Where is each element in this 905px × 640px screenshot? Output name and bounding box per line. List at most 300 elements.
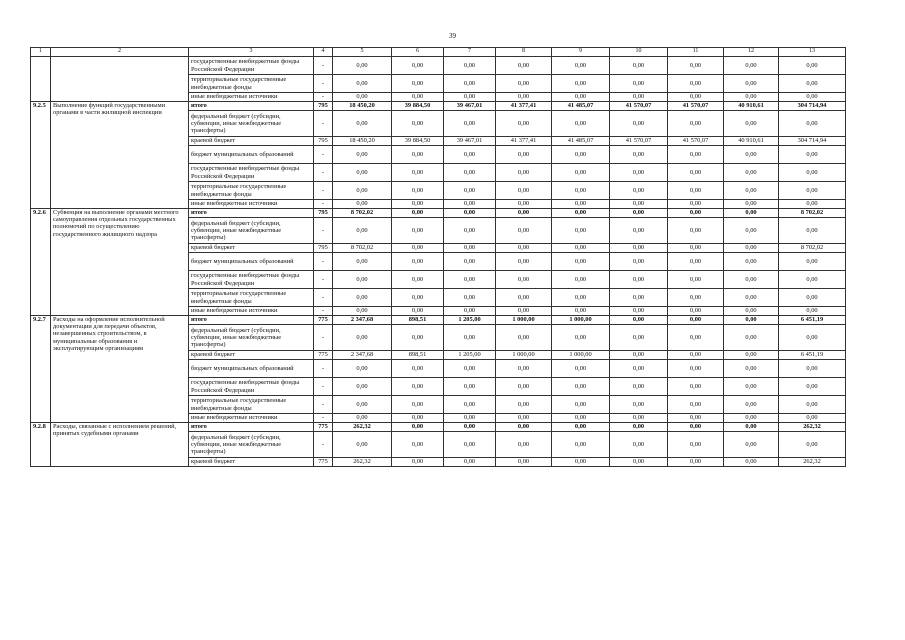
value-cell: 0,00 — [496, 93, 552, 102]
budget-code: - — [314, 164, 333, 182]
value-cell: 0,00 — [668, 75, 724, 93]
value-cell: 0,00 — [610, 209, 668, 218]
value-cell: 0,00 — [392, 75, 444, 93]
value-cell: 0,00 — [779, 253, 846, 271]
value-cell: 0,00 — [724, 423, 779, 432]
value-cell: 0,00 — [392, 423, 444, 432]
item-name: Расходы, связанные с исполнением решений, принятых судебными органами — [51, 423, 189, 467]
column-number-8: 8 — [496, 48, 552, 57]
value-cell: 304 714,94 — [779, 102, 846, 111]
value-cell: 0,00 — [496, 360, 552, 378]
funding-source: бюджет муниципальных образований — [189, 360, 314, 378]
value-cell: 0,00 — [496, 75, 552, 93]
value-cell: 0,00 — [333, 146, 392, 164]
value-cell: 8 702,02 — [333, 244, 392, 253]
funding-source: государственные внебюджетные фонды Российской Федерации — [189, 271, 314, 289]
value-cell: 8 702,02 — [779, 209, 846, 218]
funding-source: краевой бюджет — [189, 137, 314, 146]
item-name: Расходы на оформление исполнительной документации для передачи объектов, незавершенных строительством, в муниципальные образования и эксплуатирующим организациям — [51, 316, 189, 423]
value-cell: 8 702,02 — [779, 244, 846, 253]
value-cell: 1 205,00 — [444, 351, 496, 360]
value-cell: 0,00 — [552, 360, 610, 378]
value-cell: 39 467,01 — [444, 137, 496, 146]
value-cell: 0,00 — [724, 289, 779, 307]
value-cell: 0,00 — [668, 244, 724, 253]
funding-source: территориальные государственные внебюджетные фонды — [189, 75, 314, 93]
table-body — [31, 48, 846, 467]
budget-code: - — [314, 307, 333, 316]
value-cell: 0,00 — [724, 378, 779, 396]
value-cell: 0,00 — [444, 182, 496, 200]
column-number-10: 10 — [610, 48, 668, 57]
value-cell: 0,00 — [779, 218, 846, 244]
value-cell: 0,00 — [724, 253, 779, 271]
value-cell: 0,00 — [444, 244, 496, 253]
budget-code: - — [314, 93, 333, 102]
budget-code: - — [314, 218, 333, 244]
value-cell: 2 347,68 — [333, 316, 392, 325]
value-cell: 0,00 — [552, 423, 610, 432]
value-cell: 0,00 — [610, 57, 668, 75]
value-cell: 0,00 — [779, 182, 846, 200]
value-cell: 0,00 — [333, 396, 392, 414]
value-cell: 0,00 — [552, 111, 610, 137]
value-cell: 0,00 — [392, 57, 444, 75]
value-cell: 0,00 — [610, 307, 668, 316]
value-cell: 0,00 — [333, 271, 392, 289]
item-number: 9.2.5 — [31, 102, 51, 209]
funding-source: бюджет муниципальных образований — [189, 146, 314, 164]
value-cell: 0,00 — [333, 57, 392, 75]
value-cell: 40 910,61 — [724, 137, 779, 146]
value-cell: 0,00 — [496, 378, 552, 396]
value-cell: 0,00 — [496, 218, 552, 244]
value-cell: 0,00 — [444, 423, 496, 432]
value-cell: 0,00 — [610, 378, 668, 396]
value-cell: 262,32 — [779, 458, 846, 467]
value-cell: 0,00 — [610, 316, 668, 325]
budget-code: 775 — [314, 423, 333, 432]
value-cell: 0,00 — [444, 414, 496, 423]
value-cell: 0,00 — [668, 351, 724, 360]
value-cell: 0,00 — [724, 271, 779, 289]
value-cell: 0,00 — [444, 325, 496, 351]
value-cell: 0,00 — [552, 209, 610, 218]
value-cell: 0,00 — [496, 325, 552, 351]
value-cell: 0,00 — [496, 209, 552, 218]
value-cell: 0,00 — [552, 432, 610, 458]
value-cell: 0,00 — [496, 57, 552, 75]
value-cell: 0,00 — [392, 289, 444, 307]
value-cell: 1 000,00 — [552, 351, 610, 360]
value-cell: 0,00 — [444, 93, 496, 102]
value-cell: 0,00 — [392, 458, 444, 467]
item-name: Субвенция на выполнение органами местного самоуправления отдельных государственных полномочий по осуществлению государственного жилищного надзора — [51, 209, 189, 316]
value-cell: 0,00 — [444, 209, 496, 218]
value-cell: 0,00 — [779, 75, 846, 93]
value-cell: 0,00 — [668, 182, 724, 200]
value-cell: 0,00 — [392, 360, 444, 378]
value-cell: 0,00 — [610, 271, 668, 289]
value-cell: 0,00 — [552, 253, 610, 271]
value-cell: 0,00 — [392, 93, 444, 102]
value-cell: 0,00 — [496, 253, 552, 271]
value-cell: 0,00 — [496, 111, 552, 137]
funding-source: краевой бюджет — [189, 351, 314, 360]
funding-source: итого — [189, 102, 314, 111]
budget-code: - — [314, 432, 333, 458]
value-cell: 0,00 — [333, 182, 392, 200]
value-cell: 0,00 — [724, 360, 779, 378]
value-cell: 0,00 — [552, 414, 610, 423]
value-cell: 0,00 — [724, 57, 779, 75]
value-cell: 0,00 — [552, 271, 610, 289]
value-cell: 18 450,20 — [333, 102, 392, 111]
value-cell: 0,00 — [610, 325, 668, 351]
value-cell: 0,00 — [444, 307, 496, 316]
value-cell: 0,00 — [496, 432, 552, 458]
value-cell: 0,00 — [610, 146, 668, 164]
value-cell: 41 485,07 — [552, 137, 610, 146]
value-cell: 898,51 — [392, 351, 444, 360]
column-number-6: 6 — [392, 48, 444, 57]
value-cell: 0,00 — [779, 57, 846, 75]
table-row — [31, 102, 846, 111]
value-cell: 0,00 — [724, 351, 779, 360]
funding-source: федеральный бюджет (субсидии, субвенции, иные межбюджетные трансферты) — [189, 325, 314, 351]
column-number-5: 5 — [333, 48, 392, 57]
value-cell: 0,00 — [668, 289, 724, 307]
budget-code: - — [314, 111, 333, 137]
funding-source: территориальные государственные внебюджетные фонды — [189, 182, 314, 200]
value-cell: 0,00 — [444, 164, 496, 182]
value-cell: 1 000,00 — [496, 316, 552, 325]
value-cell: 0,00 — [444, 378, 496, 396]
value-cell: 0,00 — [610, 182, 668, 200]
funding-source: федеральный бюджет (субсидии, субвенции, иные межбюджетные трансферты) — [189, 432, 314, 458]
value-cell: 0,00 — [724, 458, 779, 467]
value-cell: 0,00 — [724, 182, 779, 200]
budget-code: 795 — [314, 244, 333, 253]
value-cell: 0,00 — [724, 75, 779, 93]
value-cell: 0,00 — [668, 316, 724, 325]
value-cell: 0,00 — [333, 218, 392, 244]
value-cell: 0,00 — [496, 289, 552, 307]
value-cell: 0,00 — [724, 432, 779, 458]
value-cell: 0,00 — [779, 360, 846, 378]
value-cell: 0,00 — [392, 396, 444, 414]
value-cell: 0,00 — [668, 164, 724, 182]
budget-code: - — [314, 253, 333, 271]
value-cell: 0,00 — [724, 209, 779, 218]
value-cell: 0,00 — [610, 351, 668, 360]
budget-code: 795 — [314, 102, 333, 111]
value-cell: 0,00 — [392, 111, 444, 137]
value-cell: 0,00 — [724, 325, 779, 351]
value-cell: 0,00 — [496, 396, 552, 414]
value-cell: 0,00 — [444, 458, 496, 467]
value-cell: 41 570,07 — [610, 102, 668, 111]
value-cell: 0,00 — [779, 164, 846, 182]
funding-source: территориальные государственные внебюджетные фонды — [189, 396, 314, 414]
value-cell: 0,00 — [444, 111, 496, 137]
column-number-1: 1 — [31, 48, 51, 57]
value-cell: 0,00 — [724, 200, 779, 209]
value-cell: 0,00 — [444, 271, 496, 289]
value-cell: 41 377,41 — [496, 102, 552, 111]
funding-source: итого — [189, 209, 314, 218]
item-number: 9.2.8 — [31, 423, 51, 467]
value-cell: 0,00 — [668, 253, 724, 271]
value-cell: 0,00 — [392, 307, 444, 316]
value-cell: 0,00 — [724, 414, 779, 423]
value-cell: 0,00 — [444, 360, 496, 378]
value-cell: 0,00 — [392, 244, 444, 253]
funding-source: иные внебюджетные источники — [189, 200, 314, 209]
budget-code: - — [314, 182, 333, 200]
column-number-3: 3 — [189, 48, 314, 57]
value-cell: 0,00 — [333, 75, 392, 93]
budget-code: - — [314, 146, 333, 164]
budget-code: 775 — [314, 351, 333, 360]
value-cell: 0,00 — [552, 146, 610, 164]
value-cell: 0,00 — [610, 253, 668, 271]
value-cell: 0,00 — [333, 360, 392, 378]
value-cell: 0,00 — [610, 75, 668, 93]
value-cell: 898,51 — [392, 316, 444, 325]
value-cell: 0,00 — [610, 458, 668, 467]
funding-source: федеральный бюджет (субсидии, субвенции, иные межбюджетные трансферты) — [189, 218, 314, 244]
value-cell: 0,00 — [444, 218, 496, 244]
value-cell: 0,00 — [610, 396, 668, 414]
value-cell: 0,00 — [779, 289, 846, 307]
value-cell: 0,00 — [610, 93, 668, 102]
value-cell: 262,32 — [333, 423, 392, 432]
value-cell: 0,00 — [392, 414, 444, 423]
value-cell: 2 347,68 — [333, 351, 392, 360]
row-number — [31, 57, 51, 102]
value-cell: 0,00 — [392, 432, 444, 458]
budget-code: - — [314, 75, 333, 93]
value-cell: 0,00 — [724, 307, 779, 316]
value-cell: 0,00 — [724, 244, 779, 253]
funding-source: бюджет муниципальных образований — [189, 253, 314, 271]
budget-table — [30, 47, 846, 467]
value-cell: 0,00 — [392, 164, 444, 182]
column-number-12: 12 — [724, 48, 779, 57]
value-cell: 0,00 — [496, 200, 552, 209]
value-cell: 262,32 — [779, 423, 846, 432]
budget-code: - — [314, 378, 333, 396]
column-number-7: 7 — [444, 48, 496, 57]
value-cell: 1 000,00 — [552, 316, 610, 325]
value-cell: 0,00 — [668, 414, 724, 423]
value-cell: 0,00 — [333, 93, 392, 102]
value-cell: 0,00 — [552, 458, 610, 467]
value-cell: 0,00 — [668, 200, 724, 209]
value-cell: 39 884,50 — [392, 137, 444, 146]
value-cell: 0,00 — [333, 414, 392, 423]
item-number: 9.2.7 — [31, 316, 51, 423]
value-cell: 0,00 — [333, 432, 392, 458]
value-cell: 0,00 — [333, 164, 392, 182]
value-cell: 0,00 — [496, 414, 552, 423]
budget-code: - — [314, 271, 333, 289]
value-cell: 0,00 — [724, 164, 779, 182]
value-cell: 0,00 — [668, 458, 724, 467]
funding-source: иные внебюджетные источники — [189, 93, 314, 102]
value-cell: 0,00 — [552, 200, 610, 209]
value-cell: 0,00 — [444, 146, 496, 164]
table-row — [31, 57, 846, 75]
column-number-4: 4 — [314, 48, 333, 57]
funding-source: государственные внебюджетные фонды Российской Федерации — [189, 164, 314, 182]
value-cell: 0,00 — [444, 57, 496, 75]
row-name — [51, 57, 189, 102]
value-cell: 0,00 — [668, 57, 724, 75]
value-cell: 0,00 — [392, 378, 444, 396]
funding-source: государственные внебюджетные фонды Российской Федерации — [189, 378, 314, 396]
funding-source: итого — [189, 423, 314, 432]
value-cell: 304 714,94 — [779, 137, 846, 146]
value-cell: 0,00 — [444, 396, 496, 414]
value-cell: 0,00 — [392, 218, 444, 244]
value-cell: 0,00 — [444, 253, 496, 271]
value-cell: 0,00 — [552, 325, 610, 351]
budget-code: - — [314, 360, 333, 378]
value-cell: 0,00 — [668, 111, 724, 137]
funding-source: федеральный бюджет (субсидии, субвенции, иные межбюджетные трансферты) — [189, 111, 314, 137]
value-cell: 0,00 — [724, 93, 779, 102]
value-cell: 0,00 — [779, 414, 846, 423]
item-name: Выполнение функций государственными органами в части жилищной инспекции — [51, 102, 189, 209]
value-cell: 0,00 — [724, 316, 779, 325]
value-cell: 0,00 — [496, 307, 552, 316]
value-cell: 0,00 — [444, 289, 496, 307]
value-cell: 41 570,07 — [668, 137, 724, 146]
table-row — [31, 209, 846, 218]
value-cell: 6 451,19 — [779, 351, 846, 360]
value-cell: 0,00 — [552, 289, 610, 307]
value-cell: 0,00 — [552, 93, 610, 102]
value-cell: 0,00 — [496, 458, 552, 467]
value-cell: 0,00 — [610, 360, 668, 378]
value-cell: 0,00 — [552, 57, 610, 75]
value-cell: 262,32 — [333, 458, 392, 467]
value-cell: 0,00 — [333, 111, 392, 137]
value-cell: 41 485,07 — [552, 102, 610, 111]
value-cell: 0,00 — [552, 182, 610, 200]
value-cell: 0,00 — [333, 325, 392, 351]
value-cell: 0,00 — [496, 244, 552, 253]
value-cell: 0,00 — [552, 75, 610, 93]
value-cell: 0,00 — [779, 200, 846, 209]
value-cell: 0,00 — [610, 414, 668, 423]
value-cell: 0,00 — [552, 378, 610, 396]
value-cell: 0,00 — [779, 396, 846, 414]
value-cell: 0,00 — [552, 244, 610, 253]
value-cell: 0,00 — [610, 218, 668, 244]
value-cell: 0,00 — [333, 378, 392, 396]
value-cell: 0,00 — [668, 360, 724, 378]
table-row — [31, 316, 846, 325]
value-cell: 0,00 — [610, 200, 668, 209]
value-cell: 0,00 — [392, 253, 444, 271]
value-cell: 0,00 — [610, 432, 668, 458]
column-number-2: 2 — [51, 48, 189, 57]
value-cell: 0,00 — [779, 93, 846, 102]
value-cell: 0,00 — [668, 271, 724, 289]
value-cell: 0,00 — [552, 218, 610, 244]
value-cell: 0,00 — [610, 164, 668, 182]
funding-source: иные внебюджетные источники — [189, 414, 314, 423]
value-cell: 0,00 — [724, 146, 779, 164]
value-cell: 0,00 — [552, 307, 610, 316]
value-cell: 0,00 — [610, 111, 668, 137]
value-cell: 41 570,07 — [610, 137, 668, 146]
value-cell: 0,00 — [496, 146, 552, 164]
value-cell: 0,00 — [392, 146, 444, 164]
budget-code: 775 — [314, 458, 333, 467]
value-cell: 0,00 — [444, 75, 496, 93]
value-cell: 0,00 — [724, 218, 779, 244]
page-number: 39 — [449, 32, 456, 40]
value-cell: 0,00 — [779, 146, 846, 164]
value-cell: 0,00 — [779, 378, 846, 396]
value-cell: 39 884,50 — [392, 102, 444, 111]
value-cell: 39 467,01 — [444, 102, 496, 111]
value-cell: 0,00 — [392, 200, 444, 209]
funding-source: государственные внебюджетные фонды Российской Федерации — [189, 57, 314, 75]
value-cell: 8 702,02 — [333, 209, 392, 218]
value-cell: 0,00 — [333, 200, 392, 209]
budget-code: - — [314, 325, 333, 351]
funding-source: территориальные государственные внебюджетные фонды — [189, 289, 314, 307]
value-cell: 0,00 — [668, 146, 724, 164]
value-cell: 0,00 — [333, 289, 392, 307]
value-cell: 1 000,00 — [496, 351, 552, 360]
budget-code: - — [314, 200, 333, 209]
value-cell: 0,00 — [779, 432, 846, 458]
value-cell: 0,00 — [779, 111, 846, 137]
value-cell: 0,00 — [392, 325, 444, 351]
value-cell: 40 910,61 — [724, 102, 779, 111]
value-cell: 0,00 — [496, 182, 552, 200]
value-cell: 41 570,07 — [668, 102, 724, 111]
value-cell: 0,00 — [333, 253, 392, 271]
funding-source: краевой бюджет — [189, 244, 314, 253]
budget-code: - — [314, 414, 333, 423]
value-cell: 0,00 — [444, 432, 496, 458]
funding-source: итого — [189, 316, 314, 325]
value-cell: 0,00 — [444, 200, 496, 209]
column-number-9: 9 — [552, 48, 610, 57]
value-cell: 0,00 — [496, 271, 552, 289]
value-cell: 0,00 — [392, 209, 444, 218]
value-cell: 0,00 — [333, 307, 392, 316]
value-cell: 0,00 — [610, 423, 668, 432]
value-cell: 0,00 — [668, 307, 724, 316]
value-cell: 0,00 — [610, 289, 668, 307]
budget-code: - — [314, 396, 333, 414]
budget-code: - — [314, 289, 333, 307]
column-number-11: 11 — [668, 48, 724, 57]
value-cell: 0,00 — [668, 325, 724, 351]
header-row — [31, 48, 846, 57]
table-row — [31, 423, 846, 432]
funding-source: иные внебюджетные источники — [189, 307, 314, 316]
value-cell: 0,00 — [779, 271, 846, 289]
